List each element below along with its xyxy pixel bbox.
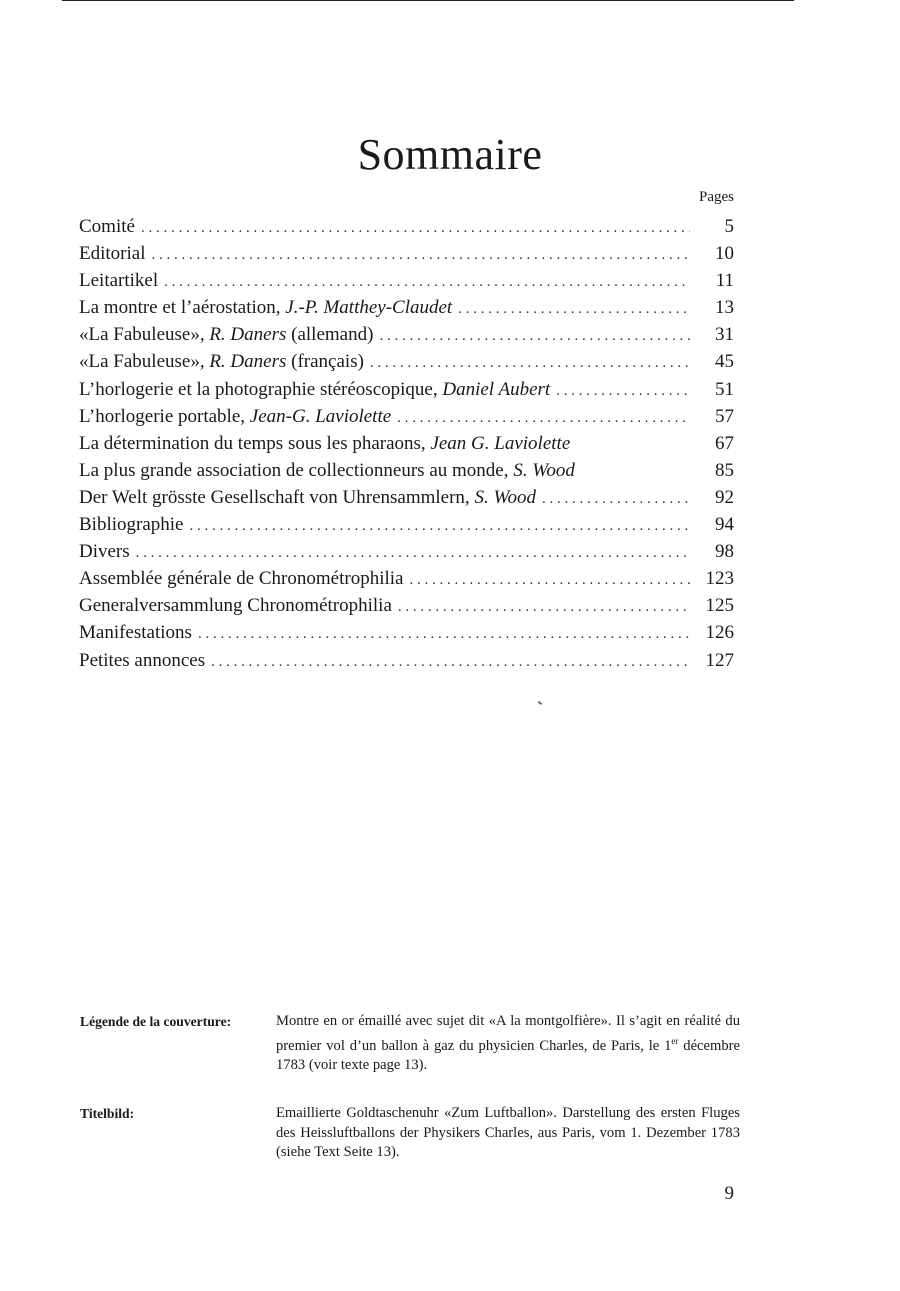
- toc-entry-text: La détermination du temps sous les pharaons,: [79, 432, 431, 454]
- toc-dot-leader: [141, 215, 690, 242]
- toc-entry-text: Assemblée générale de Chronométrophilia: [79, 568, 404, 590]
- toc-dot-leader: [151, 242, 690, 269]
- toc-entry-title: [79, 294, 452, 321]
- toc-entry-author: Jean-G. Laviolette: [249, 405, 392, 427]
- toc-entry-title: [79, 403, 391, 430]
- toc-entry-text: La plus grande association de collectionneurs au monde,: [79, 459, 514, 481]
- toc-entry: [79, 538, 734, 565]
- toc-dot-leader: [136, 540, 690, 567]
- toc-entry-page: 45: [715, 351, 734, 373]
- toc-entry-author: Jean G. Laviolette: [430, 432, 571, 454]
- toc-entry: [79, 376, 734, 403]
- toc-dot-leader: [458, 296, 690, 323]
- toc-entry-title: [79, 457, 575, 484]
- toc-entry: [79, 511, 734, 538]
- toc-entry: [79, 348, 734, 375]
- print-speck: [538, 701, 542, 705]
- toc-entry: [79, 240, 734, 267]
- toc-entry-text: (allemand): [286, 324, 374, 346]
- toc-entry-author: J.-P. Matthey-Claudet: [285, 297, 453, 319]
- toc-entry-text: Der Welt grösste Gesellschaft von Uhrensammlern,: [79, 486, 475, 508]
- toc-entry-title: [79, 647, 205, 674]
- toc-entry: [79, 430, 734, 457]
- toc-entry-author: S. Wood: [474, 486, 537, 508]
- page-number: 9: [724, 1183, 734, 1204]
- page-title: Sommaire: [357, 130, 543, 180]
- toc-entry-text: L’horlogerie et la photographie stéréoscopique,: [79, 378, 443, 400]
- toc-entry: [79, 647, 734, 674]
- toc-entry: [79, 267, 734, 294]
- toc-entry-title: [79, 592, 392, 619]
- toc-entry-page: 31: [715, 324, 734, 346]
- toc-dot-leader: [189, 513, 690, 540]
- toc-entry-page: 57: [715, 405, 734, 427]
- toc-entry-page: 125: [705, 595, 734, 617]
- toc-entry: [79, 565, 734, 592]
- toc-dot-leader: [542, 486, 690, 513]
- caption-label: Titelbild:: [80, 1106, 135, 1122]
- toc-entry: [79, 321, 734, 348]
- toc-entry-page: 94: [715, 514, 734, 536]
- toc-entry: [79, 294, 734, 321]
- caption-text-main: Emaillierte Goldtaschenuhr «Zum Luftballon». Darstellung des ersten Fluges des Heissluftballons der Physikers Charles, aus Paris, vom 1. Dezember 1783 (siehe Text Seite 13).: [276, 1105, 740, 1161]
- pages-column-label: Pages: [699, 189, 734, 205]
- toc-dot-leader: [198, 621, 690, 648]
- toc-entry-page: 85: [715, 459, 734, 481]
- toc-entry-title: [79, 430, 570, 457]
- toc-entry: [79, 457, 734, 484]
- toc-entry-page: 67: [715, 432, 734, 454]
- toc-entry-title: [79, 213, 135, 240]
- toc-entry-text: Petites annonces: [79, 649, 206, 671]
- top-rule: [62, 0, 794, 1]
- toc-entry-text: «La Fabuleuse»,: [79, 351, 210, 373]
- toc-entry-text: Divers: [79, 541, 130, 563]
- toc-entry: [79, 403, 734, 430]
- toc-dot-leader: [397, 405, 690, 432]
- toc-dot-leader: [211, 649, 690, 676]
- toc-entry-text: Generalversammlung Chronométrophilia: [79, 595, 392, 617]
- toc-entry-page: 51: [715, 378, 734, 400]
- caption-text-main: Montre en or émaillé avec sujet dit «A la montgolfière». Il s’agit en réalité du premier vol d’un ballon à gaz du physicien Charles, de Paris, le 1: [276, 1013, 740, 1054]
- caption-text-end: décembre 1783 (voir texte page 13).: [276, 1037, 740, 1073]
- table-of-contents: [79, 213, 734, 674]
- toc-entry-text: Bibliographie: [79, 514, 184, 536]
- caption-label: Légende de la couverture:: [80, 1014, 232, 1029]
- toc-dot-leader: [556, 378, 690, 405]
- toc-entry-title: [79, 348, 364, 375]
- caption-block: [80, 1012, 740, 1075]
- toc-entry-text: Comité: [79, 216, 135, 237]
- toc-entry-page: 13: [715, 297, 734, 319]
- toc-entry-title: [79, 565, 403, 592]
- toc-entry-page: 126: [705, 622, 734, 644]
- toc-entry-text: L’horlogerie portable,: [79, 405, 250, 427]
- toc-entry-text: Manifestations: [79, 622, 192, 644]
- toc-entry: [79, 213, 734, 240]
- captions-section: [80, 1012, 740, 1163]
- toc-entry-author: R. Daners: [209, 324, 287, 346]
- toc-entry-page: 98: [715, 541, 734, 563]
- toc-entry-title: [79, 484, 536, 511]
- toc-entry-text: La montre et l’aérostation,: [79, 297, 286, 319]
- toc-entry: [79, 592, 734, 619]
- toc-entry-text: «La Fabuleuse»,: [79, 324, 210, 346]
- toc-entry-title: [79, 538, 130, 565]
- toc-entry-page: 5: [724, 216, 734, 237]
- toc-entry-title: [79, 240, 145, 267]
- toc-entry: [79, 484, 734, 511]
- toc-entry-page: 123: [705, 568, 734, 590]
- toc-dot-leader: [379, 323, 690, 350]
- toc-entry-page: 127: [705, 649, 734, 671]
- toc-entry-text: Editorial: [79, 243, 146, 265]
- toc-entry-text: Leitartikel: [79, 270, 159, 292]
- toc-entry-page: 11: [715, 270, 734, 292]
- toc-dot-leader: [409, 567, 690, 594]
- toc-entry-title: [79, 321, 373, 348]
- caption-text: [276, 1012, 740, 1075]
- toc-dot-leader: [370, 350, 690, 377]
- caption-text: [276, 1104, 740, 1163]
- toc-entry-author: R. Daners: [209, 351, 287, 373]
- toc-entry-title: [79, 511, 183, 538]
- toc-entry-page: 10: [715, 243, 734, 265]
- toc-dot-leader: [398, 594, 690, 621]
- toc-dot-leader: [164, 269, 690, 296]
- toc-entry-author: S. Wood: [513, 459, 575, 481]
- toc-entry-author: Daniel Aubert: [442, 378, 551, 400]
- toc-entry-page: 92: [715, 486, 734, 508]
- caption-superscript: er: [671, 1035, 679, 1046]
- toc-entry-text: (français): [286, 351, 364, 373]
- toc-entry-title: [79, 376, 550, 403]
- toc-entry-title: [79, 267, 158, 294]
- caption-block: [80, 1104, 740, 1163]
- toc-entry: [79, 619, 734, 646]
- toc-entry-title: [79, 619, 192, 646]
